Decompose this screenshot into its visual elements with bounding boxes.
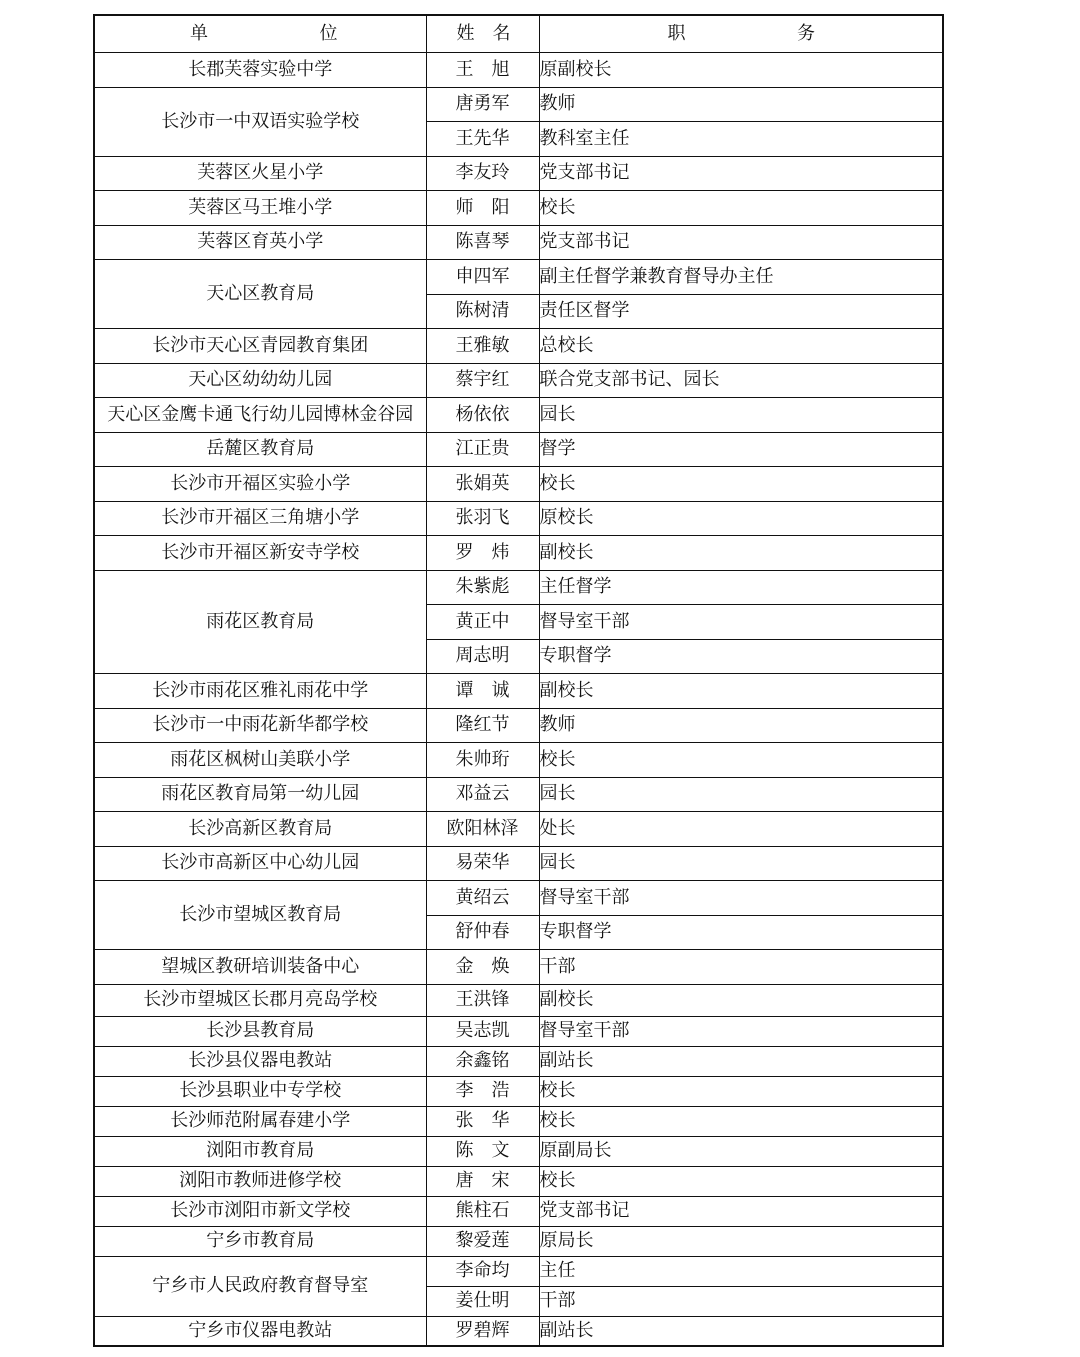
table-row — [94, 846, 943, 881]
name-cell: 蔡宇红 — [426, 363, 539, 398]
name-cell: 姜仕明 — [426, 1286, 539, 1316]
duty-cell: 责任区督学 — [539, 294, 943, 329]
unit-cell: 长沙县教育局 — [94, 1016, 426, 1046]
name-cell: 金 焕 — [426, 950, 539, 985]
name-cell: 黄正中 — [426, 605, 539, 640]
name-cell: 陈树清 — [426, 294, 539, 329]
duty-cell: 原校长 — [539, 501, 943, 536]
table-row — [94, 950, 943, 985]
header-duty-char-2: 务 — [797, 23, 815, 44]
personnel-table — [93, 14, 944, 1347]
name-cell: 江正贵 — [426, 432, 539, 467]
table-row — [94, 501, 943, 536]
duty-cell: 主任督学 — [539, 570, 943, 605]
unit-cell: 长沙县仪器电教站 — [94, 1046, 426, 1076]
table-row — [94, 1316, 943, 1346]
table-row — [94, 156, 943, 191]
name-cell: 周志明 — [426, 639, 539, 674]
duty-cell: 园长 — [539, 398, 943, 433]
duty-cell: 校长 — [539, 191, 943, 226]
name-cell: 王洪锋 — [426, 984, 539, 1016]
header-unit-char-2: 位 — [319, 23, 338, 44]
table-row — [94, 1166, 943, 1196]
name-cell: 余鑫铭 — [426, 1046, 539, 1076]
name-cell: 邓益云 — [426, 777, 539, 812]
unit-cell: 望城区教研培训装备中心 — [94, 950, 426, 985]
unit-cell: 长郡芙蓉实验中学 — [94, 53, 426, 88]
table-row — [94, 1046, 943, 1076]
table-row — [94, 1076, 943, 1106]
name-cell: 黎爱莲 — [426, 1226, 539, 1256]
unit-cell: 天心区幼幼幼儿园 — [94, 363, 426, 398]
unit-cell: 天心区金鹰卡通飞行幼儿园博林金谷园 — [94, 398, 426, 433]
table-row — [94, 363, 943, 398]
duty-cell: 督导室干部 — [539, 881, 943, 916]
name-cell: 李命均 — [426, 1256, 539, 1286]
duty-cell: 校长 — [539, 1076, 943, 1106]
table-row — [94, 260, 943, 295]
unit-cell: 浏阳市教师进修学校 — [94, 1166, 426, 1196]
table-row — [94, 812, 943, 847]
unit-cell: 长沙市雨花区雅礼雨花中学 — [94, 674, 426, 709]
table-row — [94, 467, 943, 502]
duty-cell: 教师 — [539, 708, 943, 743]
name-cell: 张 华 — [426, 1106, 539, 1136]
header-duty-char-1: 职 — [667, 23, 686, 44]
header-unit-char-1: 单 — [190, 23, 208, 44]
header-name — [426, 15, 539, 53]
name-cell: 隆红节 — [426, 708, 539, 743]
name-cell: 申四军 — [426, 260, 539, 295]
duty-cell: 主任 — [539, 1256, 943, 1286]
unit-cell: 长沙市望城区长郡月亮岛学校 — [94, 984, 426, 1016]
name-cell: 熊柱石 — [426, 1196, 539, 1226]
table-row — [94, 536, 943, 571]
duty-cell: 副校长 — [539, 984, 943, 1016]
duty-cell: 督导室干部 — [539, 1016, 943, 1046]
name-cell: 陈 文 — [426, 1136, 539, 1166]
unit-cell: 长沙市浏阳市新文学校 — [94, 1196, 426, 1226]
duty-cell: 原副校长 — [539, 53, 943, 88]
duty-cell: 专职督学 — [539, 915, 943, 950]
duty-cell: 校长 — [539, 1166, 943, 1196]
duty-cell: 党支部书记 — [539, 225, 943, 260]
duty-cell: 副校长 — [539, 674, 943, 709]
unit-cell: 岳麓区教育局 — [94, 432, 426, 467]
duty-cell: 原副局长 — [539, 1136, 943, 1166]
name-cell: 舒仲春 — [426, 915, 539, 950]
unit-cell: 长沙市一中雨花新华都学校 — [94, 708, 426, 743]
unit-cell: 长沙市开福区新安寺学校 — [94, 536, 426, 571]
table-row — [94, 743, 943, 778]
duty-cell: 督学 — [539, 432, 943, 467]
unit-cell: 雨花区枫树山美联小学 — [94, 743, 426, 778]
table-row — [94, 570, 943, 605]
duty-cell: 党支部书记 — [539, 156, 943, 191]
unit-cell: 长沙县职业中专学校 — [94, 1076, 426, 1106]
header-row — [94, 15, 943, 53]
table-row — [94, 777, 943, 812]
duty-cell: 副校长 — [539, 536, 943, 571]
duty-cell: 专职督学 — [539, 639, 943, 674]
duty-cell: 副主任督学兼教育督导办主任 — [539, 260, 943, 295]
name-cell: 易荣华 — [426, 846, 539, 881]
table-row — [94, 329, 943, 364]
header-unit — [94, 15, 426, 53]
table-row — [94, 53, 943, 88]
name-cell: 陈喜琴 — [426, 225, 539, 260]
name-cell: 罗 炜 — [426, 536, 539, 571]
duty-cell: 校长 — [539, 1106, 943, 1136]
table-row — [94, 708, 943, 743]
unit-cell: 雨花区教育局 — [94, 570, 426, 674]
duty-cell: 园长 — [539, 846, 943, 881]
header-duty — [539, 15, 943, 53]
unit-cell: 长沙市一中双语实验学校 — [94, 87, 426, 156]
table-row — [94, 1196, 943, 1226]
header-name-char-1: 姓 — [456, 23, 475, 44]
name-cell: 王 旭 — [426, 53, 539, 88]
unit-cell: 宁乡市教育局 — [94, 1226, 426, 1256]
duty-cell: 原局长 — [539, 1226, 943, 1256]
table-body — [94, 53, 943, 1347]
duty-cell: 干部 — [539, 1286, 943, 1316]
table-row — [94, 1256, 943, 1286]
table-row — [94, 225, 943, 260]
duty-cell: 教科室主任 — [539, 122, 943, 157]
name-cell: 罗碧辉 — [426, 1316, 539, 1346]
table-row — [94, 87, 943, 122]
duty-cell: 督导室干部 — [539, 605, 943, 640]
duty-cell: 副站长 — [539, 1316, 943, 1346]
name-cell: 朱紫彪 — [426, 570, 539, 605]
unit-cell: 芙蓉区火星小学 — [94, 156, 426, 191]
unit-cell: 宁乡市仪器电教站 — [94, 1316, 426, 1346]
name-cell: 师 阳 — [426, 191, 539, 226]
unit-cell: 芙蓉区育英小学 — [94, 225, 426, 260]
duty-cell: 校长 — [539, 743, 943, 778]
duty-cell: 校长 — [539, 467, 943, 502]
name-cell: 王雅敏 — [426, 329, 539, 364]
name-cell: 朱帅珩 — [426, 743, 539, 778]
name-cell: 李友玲 — [426, 156, 539, 191]
unit-cell: 长沙市开福区三角塘小学 — [94, 501, 426, 536]
table-row — [94, 674, 943, 709]
unit-cell: 天心区教育局 — [94, 260, 426, 329]
table-row — [94, 1136, 943, 1166]
duty-cell: 干部 — [539, 950, 943, 985]
name-cell: 欧阳林泽 — [426, 812, 539, 847]
unit-cell: 雨花区教育局第一幼儿园 — [94, 777, 426, 812]
unit-cell: 长沙市望城区教育局 — [94, 881, 426, 950]
unit-cell: 长沙师范附属春建小学 — [94, 1106, 426, 1136]
table-row — [94, 1226, 943, 1256]
table-row — [94, 1016, 943, 1046]
name-cell: 唐 宋 — [426, 1166, 539, 1196]
duty-cell: 处长 — [539, 812, 943, 847]
table-row — [94, 881, 943, 916]
table-row — [94, 191, 943, 226]
name-cell: 张羽飞 — [426, 501, 539, 536]
duty-cell: 副站长 — [539, 1046, 943, 1076]
name-cell: 杨依依 — [426, 398, 539, 433]
unit-cell: 宁乡市人民政府教育督导室 — [94, 1256, 426, 1316]
duty-cell: 党支部书记 — [539, 1196, 943, 1226]
duty-cell: 总校长 — [539, 329, 943, 364]
unit-cell: 芙蓉区马王堆小学 — [94, 191, 426, 226]
unit-cell: 长沙市高新区中心幼儿园 — [94, 846, 426, 881]
name-cell: 李 浩 — [426, 1076, 539, 1106]
table-row — [94, 1106, 943, 1136]
unit-cell: 长沙市开福区实验小学 — [94, 467, 426, 502]
header-name-char-2: 名 — [492, 23, 511, 44]
name-cell: 王先华 — [426, 122, 539, 157]
name-cell: 黄绍云 — [426, 881, 539, 916]
table-row — [94, 398, 943, 433]
table-row — [94, 432, 943, 467]
unit-cell: 长沙高新区教育局 — [94, 812, 426, 847]
duty-cell: 教师 — [539, 87, 943, 122]
duty-cell: 园长 — [539, 777, 943, 812]
duty-cell: 联合党支部书记、园长 — [539, 363, 943, 398]
table-row — [94, 984, 943, 1016]
unit-cell: 长沙市天心区青园教育集团 — [94, 329, 426, 364]
name-cell: 谭 诚 — [426, 674, 539, 709]
name-cell: 张娟英 — [426, 467, 539, 502]
unit-cell: 浏阳市教育局 — [94, 1136, 426, 1166]
name-cell: 吴志凯 — [426, 1016, 539, 1046]
name-cell: 唐勇军 — [426, 87, 539, 122]
